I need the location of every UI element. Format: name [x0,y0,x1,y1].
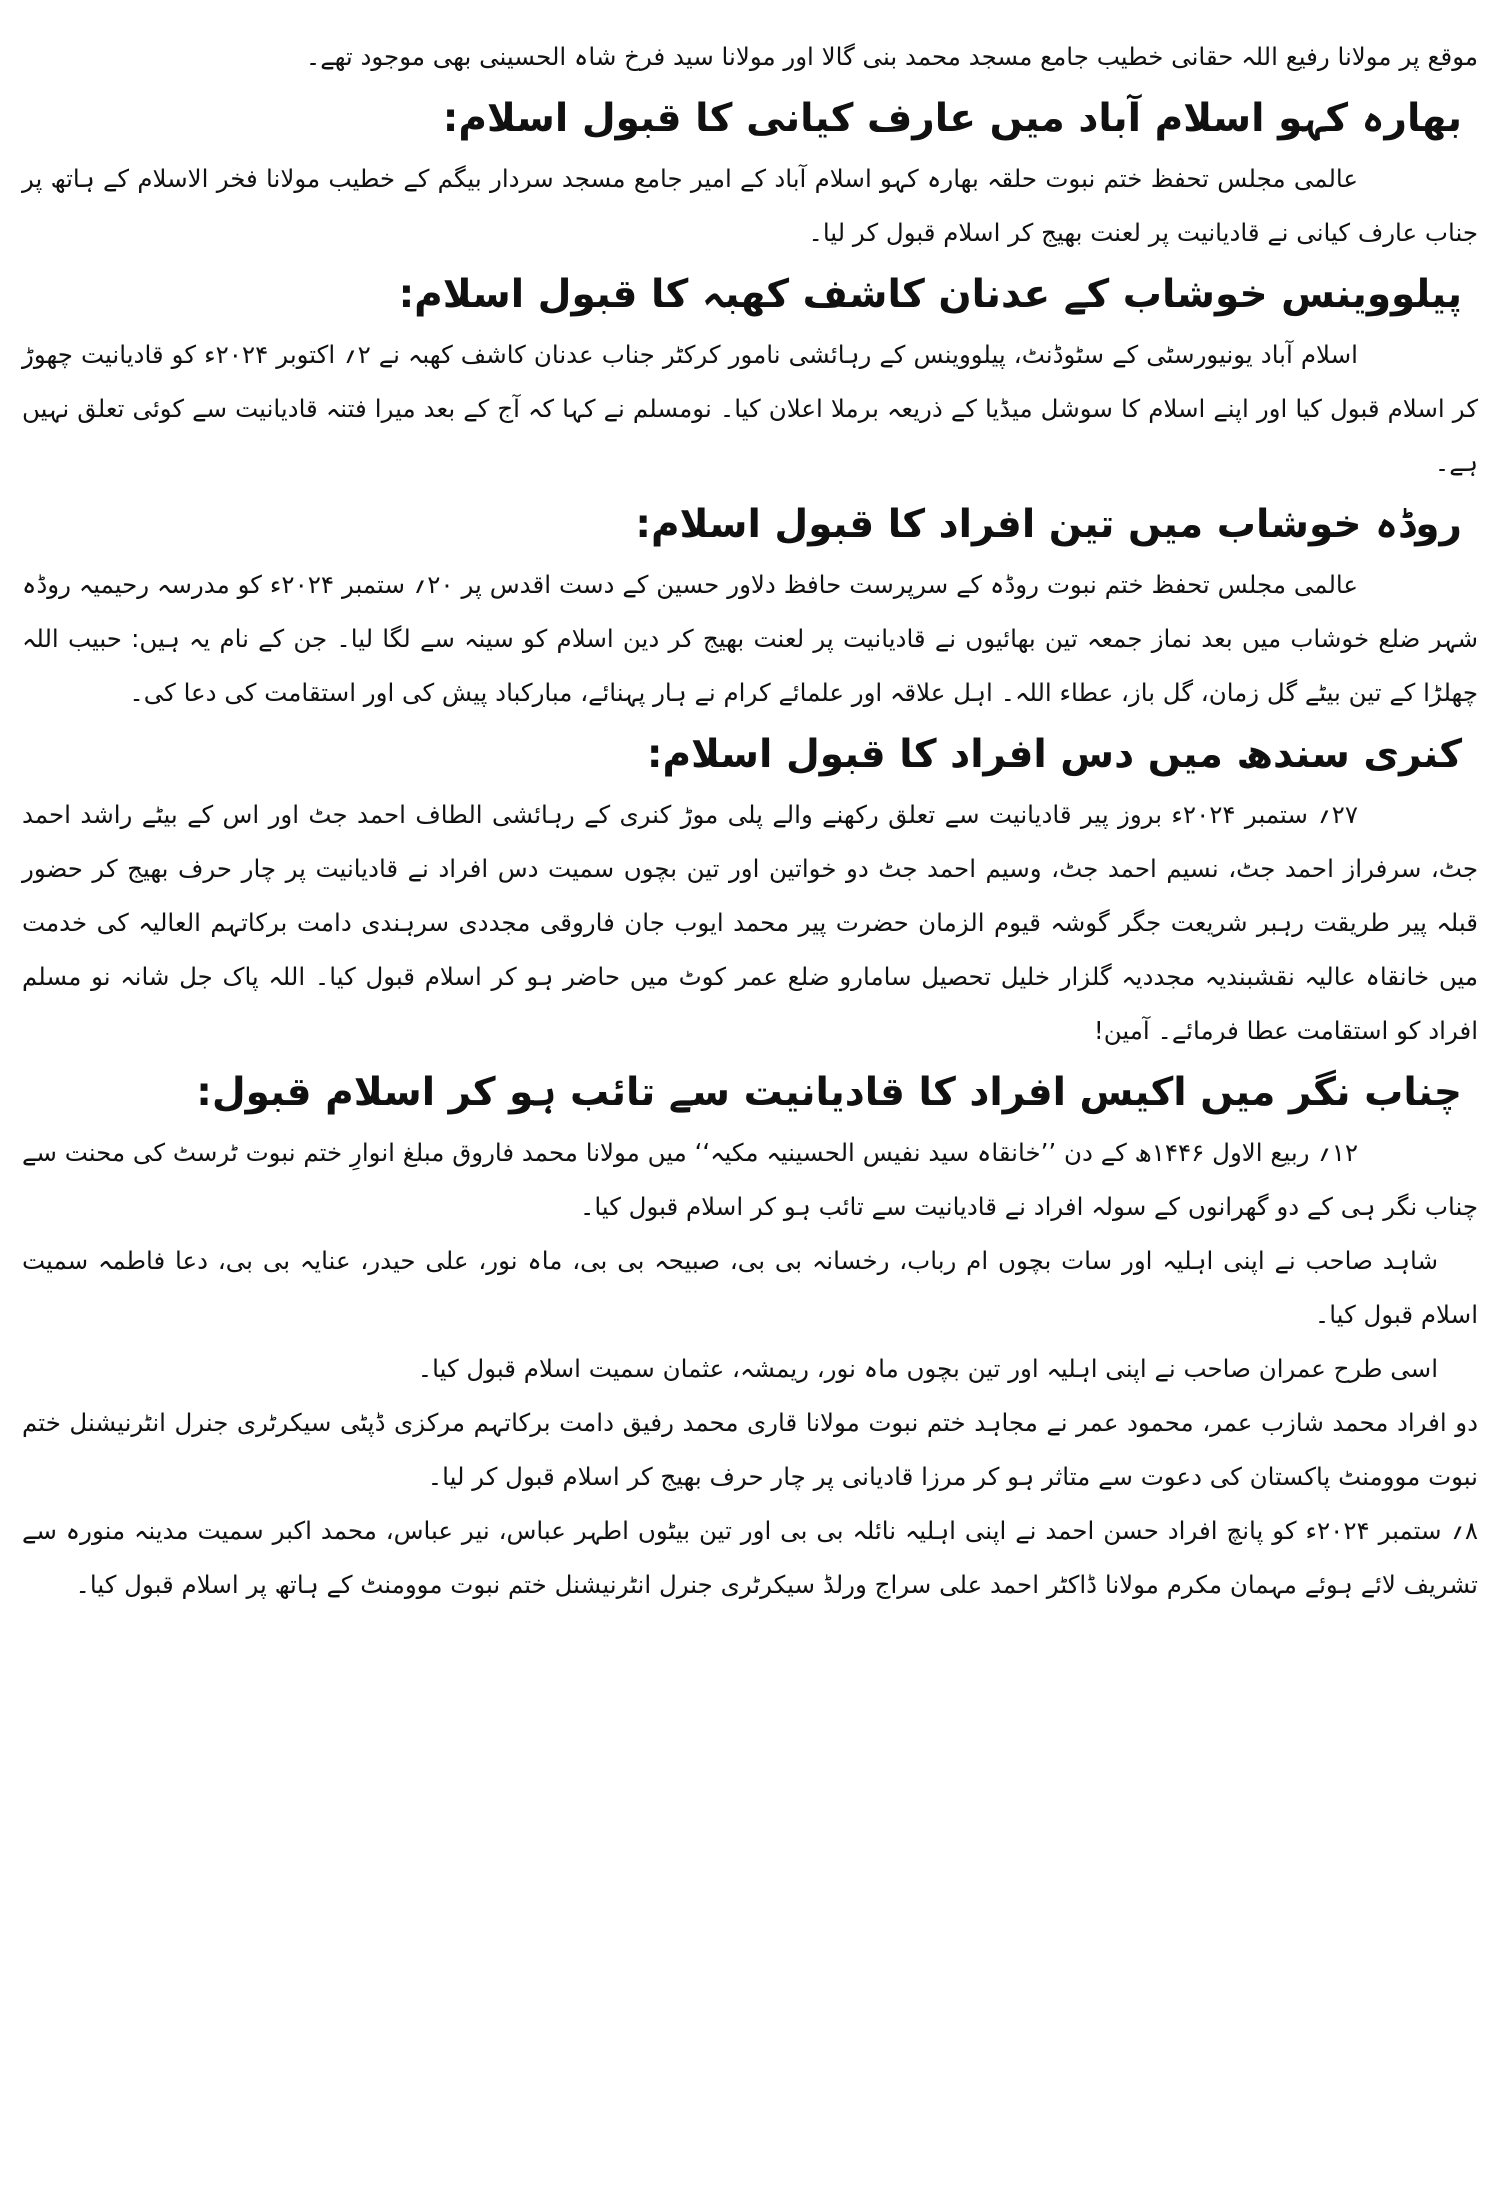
section-heading: کنری سندھ میں دس افراد کا قبول اسلام: [646,732,1462,777]
section-heading: روڈہ خوشاب میں تین افراد کا قبول اسلام: [635,502,1462,547]
section-heading: چناب نگر میں اکیس افراد کا قادیانیت سے تائب ہو کر اسلام قبول: [196,1070,1462,1115]
document-page [22,30,1478,2170]
section-heading: پیلووینس خوشاب کے عدنان کاشف کھبہ کا قبول اسلام: [398,272,1462,317]
section-heading: بھارہ کہو اسلام آباد میں عارف کیانی کا قبول اسلام: [442,96,1462,141]
section-kunri-sindh [22,724,1478,1058]
section-paragraph: اسلام آباد یونیورسٹی کے سٹوڈنٹ، پیلووینس کے رہائشی نامور کرکٹر جناب عدنان کاشف کھبہ نے ۲؍ اکتوبر ۲۰۲۴ء کو قادیانیت چھوڑ کر اسلام قبول کیا اور اپنے اسلام کا سوشل میڈیا کے ذریعہ برملا اعلان کیا۔ نومسلم نے کہا کہ آج کے بعد میرا فتنہ قادیانیت سے کوئی تعلق نہیں ہے۔ [22,340,1478,477]
section-adnan-kashif [22,264,1478,490]
section-chenab-nagar [22,1062,1478,1612]
section-paragraph: ۲۷؍ ستمبر ۲۰۲۴ء بروز پیر قادیانیت سے تعلق رکھنے والے پلی موڑ کنری کے رہائشی الطاف احمد جٹ اور اس کے بیٹے راشد احمد جٹ، سرفراز احمد جٹ، نسیم احمد جٹ، وسیم احمد جٹ دو خواتین اور تین بچوں سمیت دس افراد نے قادیانیت پر چار حرف بھیج کر حضور قبلہ پیر طریقت رہبر شریعت جگر گوشہ قیوم الزمان حضرت پیر محمد ایوب جان فاروقی مجددی سرہندی دامت برکاتہم العالیہ کی خدمت میں خانقاہ عالیہ نقشبندیہ مجددیہ گلزار خلیل تحصیل سامارو ضلع عمر کوٹ میں حاضر ہو کر اسلام قبول کیا۔ اللہ پاک جل شانہ نو مسلم افراد کو استقامت عطا فرمائے۔ آمین! [22,800,1478,1045]
section-paragraph: دو افراد محمد شازب عمر، محمود عمر نے مجاہد ختم نبوت مولانا قاری محمد رفیق دامت برکاتہم مرکزی ڈپٹی سیکرٹری جنرل انٹرنیشنل ختم نبوت موومنٹ پاکستان کی دعوت سے متاثر ہو کر مرزا قادیانی پر چار حرف بھیج کر اسلام قبول کر لیا۔ [22,1408,1478,1491]
section-rodha-khushab [22,494,1478,720]
section-paragraph: ۱۲؍ ربیع الاول ۱۴۴۶ھ کے دن ’’خانقاہ سید نفیس الحسینیہ مکیہ‘‘ میں مولانا محمد فاروق مبلغ انوارِ ختم نبوت ٹرسٹ کی محنت سے چناب نگر ہی کے دو گھرانوں کے سولہ افراد نے قادیانیت سے تائب ہو کر اسلام قبول کیا۔ [22,1138,1478,1221]
section-paragraph: عالمی مجلس تحفظ ختم نبوت حلقہ بھارہ کہو اسلام آباد کے امیر جامع مسجد سردار بیگم کے خطیب مولانا فخر الاسلام کے ہاتھ پر جناب عارف کیانی نے قادیانیت پر لعنت بھیج کر اسلام قبول کر لیا۔ [22,164,1478,247]
intro-paragraph: موقع پر مولانا رفیع اللہ حقانی خطیب جامع مسجد محمد بنی گالا اور مولانا سید فرخ شاہ الحسینی بھی موجود تھے۔ [305,42,1478,71]
section-paragraph: اسی طرح عمران صاحب نے اپنی اہلیہ اور تین بچوں ماہ نور، ریمشہ، عثمان سمیت اسلام قبول کیا۔ [417,1354,1438,1383]
section-paragraph: ۸؍ ستمبر ۲۰۲۴ء کو پانچ افراد حسن احمد نے اپنی اہلیہ نائلہ بی بی اور تین بیٹوں اطہر عباس، نیر عباس، محمد اکبر سمیت مدینہ منورہ سے تشریف لائے ہوئے مہمان مکرم مولانا ڈاکٹر احمد علی سراج ورلڈ سیکرٹری جنرل انٹرنیشنل ختم نبوت موومنٹ کے ہاتھ پر اسلام قبول کیا۔ [22,1516,1478,1599]
section-paragraph: عالمی مجلس تحفظ ختم نبوت روڈہ کے سرپرست حافظ دلاور حسین کے دست اقدس پر ۲۰؍ ستمبر ۲۰۲۴ء کو مدرسہ رحیمیہ روڈہ شہر ضلع خوشاب میں بعد نماز جمعہ تین بھائیوں نے قادیانیت پر لعنت بھیج کر دین اسلام کو سینہ سے لگا لیا۔ جن کے نام یہ ہیں: حبیب اللہ چھلڑا کے تین بیٹے گل زمان، گل باز، عطاء اللہ۔ اہل علاقہ اور علمائے کرام نے ہار پہنائے، مبارکباد پیش کی اور استقامت کی دعا کی۔ [22,570,1478,707]
section-paragraph: شاہد صاحب نے اپنی اہلیہ اور سات بچوں ام رباب، رخسانہ بی بی، صبیحہ بی بی، ماہ نور، علی حیدر، عنایہ بی بی، دعا فاطمہ سمیت اسلام قبول کیا۔ [22,1246,1478,1329]
section-arif-kayani [22,88,1478,260]
